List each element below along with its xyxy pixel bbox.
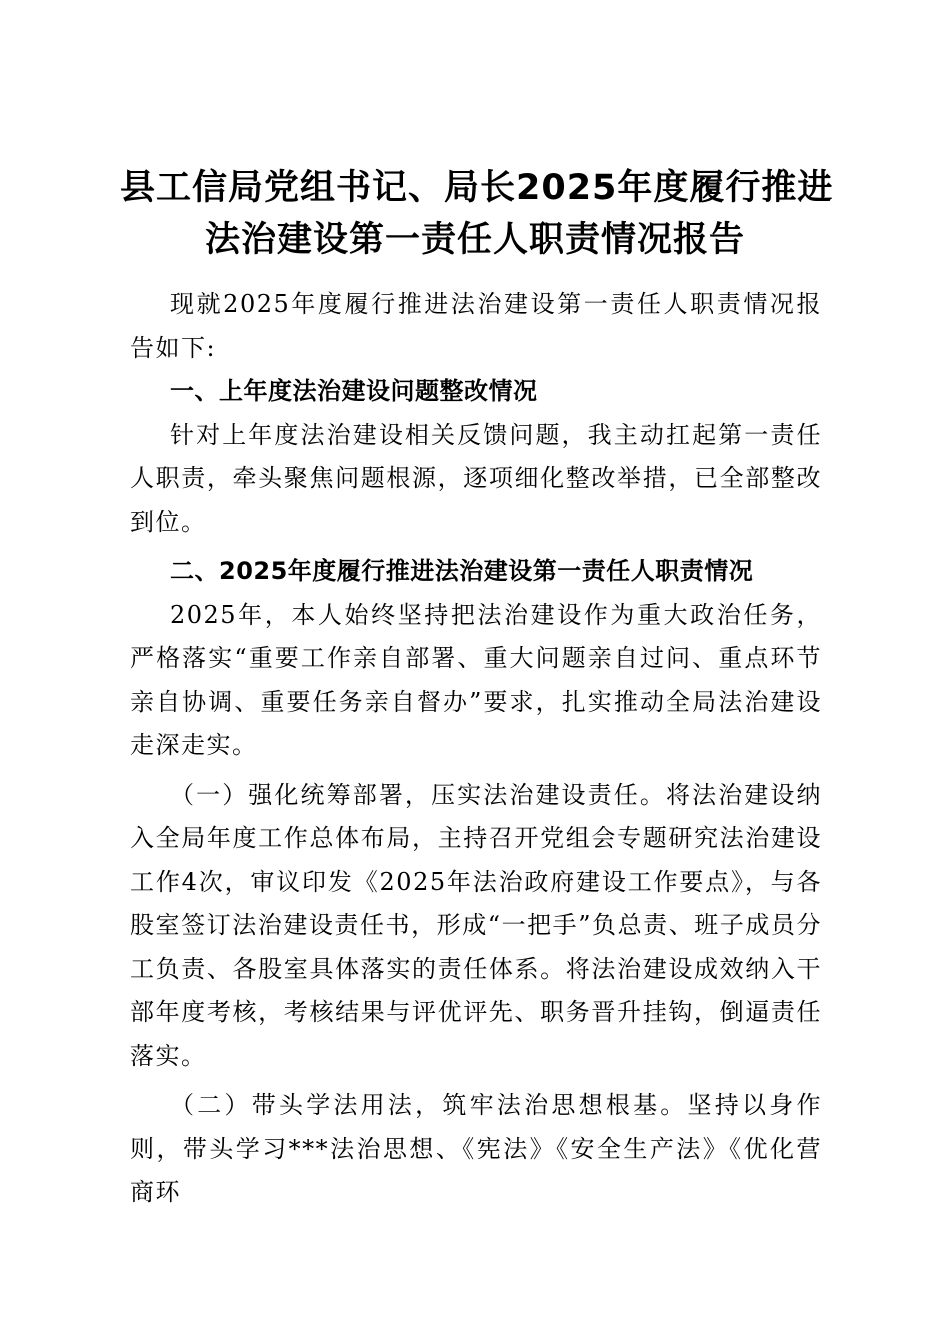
section-2-item-2: （二）带头学法用法，筑牢法治思想根基。坚持以身作则，带头学习***法治思想、《宪法》《安全生产法》《优化营商环 xyxy=(130,1091,822,1206)
section-2-item-1: （一）强化统筹部署，压实法治建设责任。将法治建设纳入全局年度工作总体布局，主持召开党组会专题研究法治建设工作4次，审议印发《2025年法治政府建设工作要点》，与各股室签订法治建设责任书，形成“一把手”负总责、班子成员分工负责、各股室具体落实的责任体系。将法治建设成效纳入干部年度考核，考核结果与评优评先、职务晋升挂钩，倒逼责任落实。 xyxy=(130,780,822,1070)
title-line-1: 县工信局党组书记、局长2025年度履行推进 xyxy=(120,168,834,208)
section-1-heading: 一、上年度法治建设问题整改情况 xyxy=(170,377,538,405)
section-1-paragraph: 针对上年度法治建设相关反馈问题，我主动扛起第一责任人职责，牵头聚焦问题根源，逐项细化整改举措，已全部整改到位。 xyxy=(130,420,822,536)
section-2-paragraph: 2025年，本人始终坚持把法治建设作为重大政治任务，严格落实“重要工作亲自部署、重大问题亲自过问、重点环节亲自协调、重要任务亲自督办”要求，扎实推动全局法治建设走深走实。 xyxy=(130,600,822,759)
intro-paragraph: 现就2025年度履行推进法治建设第一责任人职责情况报告如下: xyxy=(130,290,822,362)
document-body xyxy=(130,283,822,1215)
document-title xyxy=(120,162,834,266)
section-2-heading: 二、2025年度履行推进法治建设第一责任人职责情况 xyxy=(170,557,754,585)
title-line-2: 法治建设第一责任人职责情况报告 xyxy=(204,220,745,260)
